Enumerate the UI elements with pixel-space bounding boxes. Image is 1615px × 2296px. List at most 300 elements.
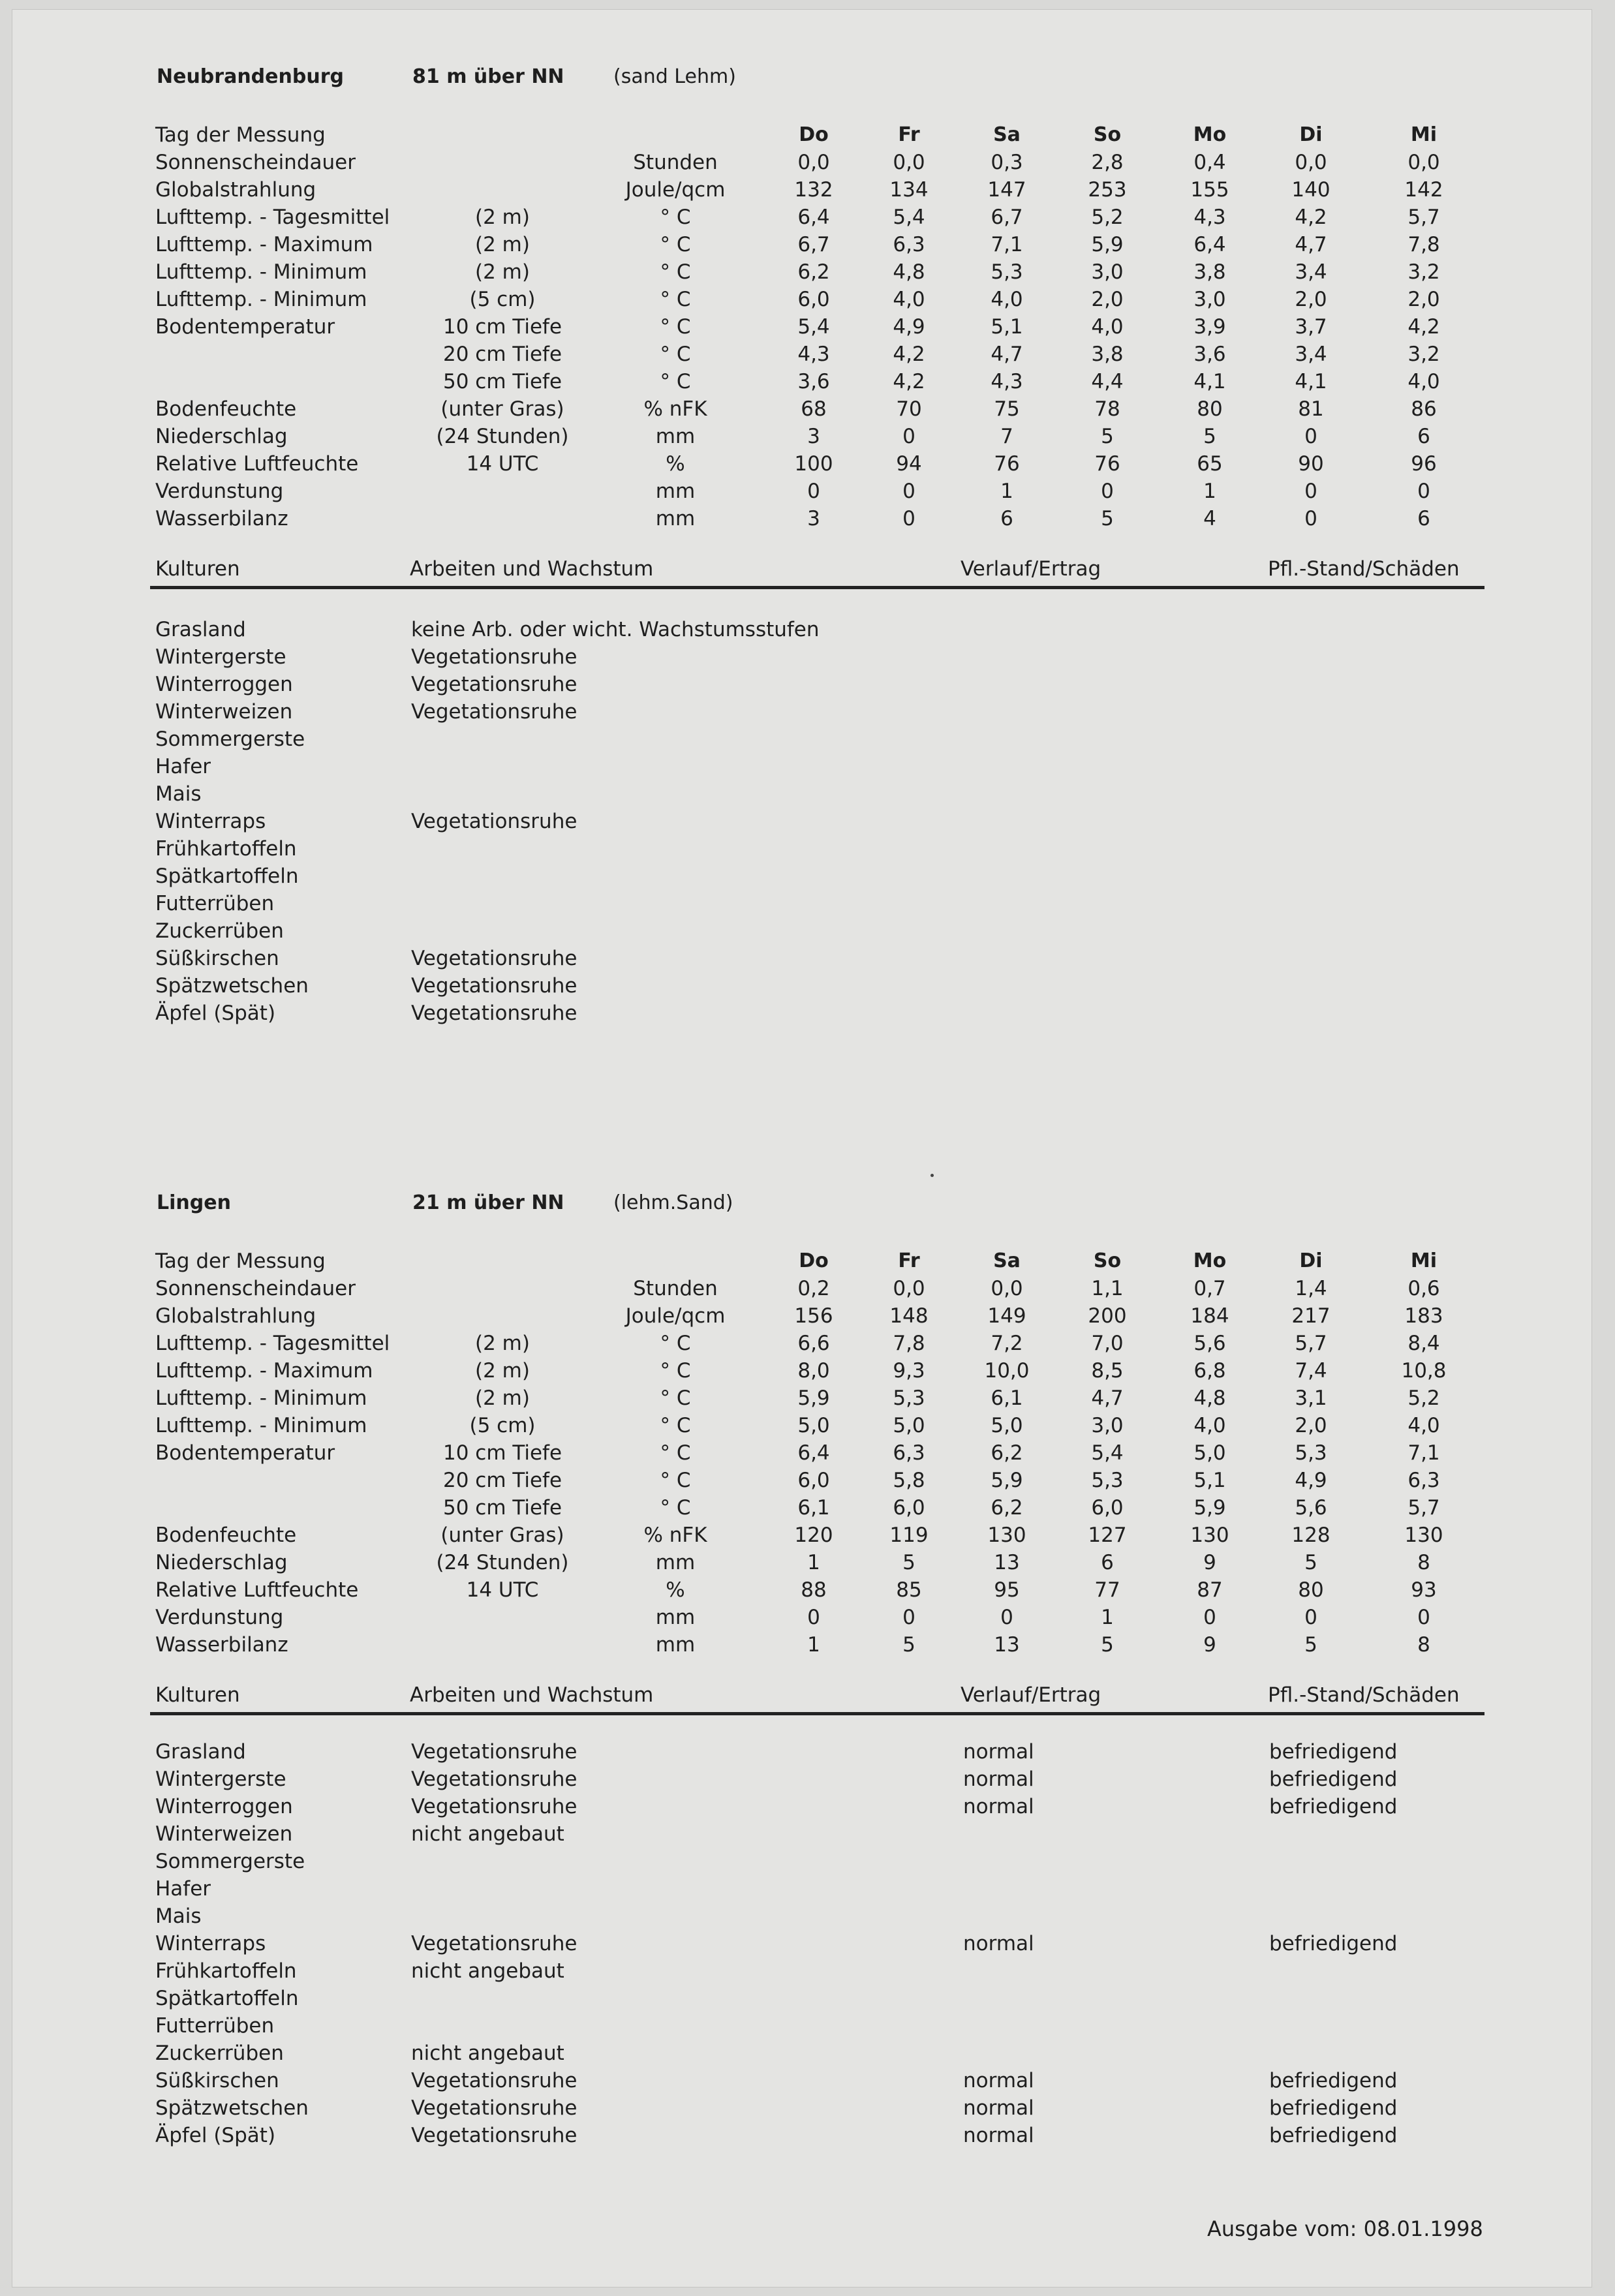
measurement-row xyxy=(0,1494,1615,1522)
measurement-value: 3,4 xyxy=(1295,343,1327,366)
measurement-value: 5,9 xyxy=(1091,233,1124,256)
measurement-value: 0,6 xyxy=(1407,1277,1440,1300)
measurement-value: 7,4 xyxy=(1295,1359,1327,1383)
measurement-value: 4,8 xyxy=(1193,1386,1226,1410)
measurement-value: 2,8 xyxy=(1091,151,1124,174)
measurement-value: 8,5 xyxy=(1091,1359,1124,1383)
measurement-row xyxy=(0,149,1615,176)
crop-row xyxy=(0,972,1615,1000)
measurement-value: 7,8 xyxy=(1407,233,1440,256)
measurement-unit: % xyxy=(666,452,685,476)
measurement-value: 4,4 xyxy=(1091,370,1124,393)
measurement-value: 6,4 xyxy=(797,1441,830,1465)
measurement-label: Bodenfeuchte xyxy=(155,397,297,421)
measurement-value: 65 xyxy=(1197,452,1223,476)
measurement-value: 76 xyxy=(994,452,1020,476)
crop-header-rule xyxy=(150,586,1484,589)
measurement-qualifier: 14 UTC xyxy=(466,452,539,476)
measurement-value: 132 xyxy=(794,178,833,202)
measurement-row xyxy=(0,1412,1615,1439)
measurement-label: Sonnenscheindauer xyxy=(155,1277,356,1300)
measurement-value: 128 xyxy=(1291,1523,1330,1547)
measurement-label: Lufttemp. - Minimum xyxy=(155,1414,367,1437)
measurement-value: 6,0 xyxy=(1091,1496,1124,1520)
station-header xyxy=(0,65,1615,98)
measurement-qualifier: 50 cm Tiefe xyxy=(442,1496,562,1520)
measurement-value: 200 xyxy=(1088,1304,1127,1328)
measurement-unit: ° C xyxy=(660,1332,691,1355)
crop-work: Vegetationsruhe xyxy=(411,947,577,970)
measurement-row xyxy=(0,1631,1615,1659)
measurement-value: 7 xyxy=(1000,425,1013,448)
station-name: Lingen xyxy=(157,1191,231,1214)
measurement-unit: mm xyxy=(655,507,696,530)
measurement-unit: % nFK xyxy=(643,1523,707,1547)
crop-work: Vegetationsruhe xyxy=(411,2069,577,2092)
measurement-qualifier: (5 cm) xyxy=(469,1414,536,1437)
measurement-row xyxy=(0,1357,1615,1385)
measurement-value: 5,4 xyxy=(893,206,925,229)
crop-name: Spätzwetschen xyxy=(155,2096,309,2120)
measurement-qualifier: 20 cm Tiefe xyxy=(442,343,562,366)
measurement-row xyxy=(0,1576,1615,1604)
crop-name: Zuckerrüben xyxy=(155,919,284,943)
measurement-value: 8,0 xyxy=(797,1359,830,1383)
crop-name: Winterraps xyxy=(155,810,266,833)
measurement-value: 81 xyxy=(1298,397,1324,421)
measurement-unit: mm xyxy=(655,480,696,503)
measurement-value: 0 xyxy=(1417,480,1430,503)
measurement-value: 78 xyxy=(1094,397,1120,421)
measurement-row xyxy=(0,1302,1615,1330)
station-name: Neubrandenburg xyxy=(157,65,344,88)
day-label: Fr xyxy=(898,1249,920,1272)
measurement-value: 0,0 xyxy=(797,151,830,174)
measurement-label: Lufttemp. - Minimum xyxy=(155,260,367,284)
measurement-qualifier: 50 cm Tiefe xyxy=(442,370,562,393)
crop-row xyxy=(0,671,1615,698)
measurement-value: 148 xyxy=(889,1304,929,1328)
crop-name: Frühkartoffeln xyxy=(155,837,297,861)
measurement-value: 7,1 xyxy=(1407,1441,1440,1465)
measurement-label: Verdunstung xyxy=(155,1606,284,1629)
day-label: Di xyxy=(1299,1249,1323,1272)
measurement-value: 96 xyxy=(1411,452,1437,476)
measurement-unit: ° C xyxy=(660,1441,691,1465)
crop-name: Zuckerrüben xyxy=(155,2042,284,2065)
measurement-value: 1 xyxy=(1000,480,1013,503)
measurement-qualifier: (2 m) xyxy=(475,206,530,229)
measurement-value: 5,9 xyxy=(797,1386,830,1410)
measurement-value: 3,2 xyxy=(1407,260,1440,284)
measurement-value: 76 xyxy=(1094,452,1120,476)
measurement-value: 6,2 xyxy=(797,260,830,284)
measurement-value: 130 xyxy=(1190,1523,1229,1547)
crop-verlauf: normal xyxy=(963,1768,1034,1791)
measurement-label: Lufttemp. - Tagesmittel xyxy=(155,1332,390,1355)
speck xyxy=(931,1174,934,1177)
crop-work: keine Arb. oder wicht. Wachstumsstufen xyxy=(411,618,820,641)
measurement-value: 95 xyxy=(994,1578,1020,1602)
measurement-unit: ° C xyxy=(660,206,691,229)
measurement-label: Lufttemp. - Minimum xyxy=(155,288,367,311)
measurement-qualifier: (24 Stunden) xyxy=(436,1551,569,1574)
measurement-value: 8,4 xyxy=(1407,1332,1440,1355)
measurement-qualifier: (5 cm) xyxy=(469,288,536,311)
measurement-label: Bodentemperatur xyxy=(155,1441,335,1465)
measurement-label: Lufttemp. - Minimum xyxy=(155,1386,367,1410)
measurement-row xyxy=(0,450,1615,478)
measurement-label: Wasserbilanz xyxy=(155,1633,288,1657)
measurement-value: 5 xyxy=(1101,1633,1114,1657)
measurement-value: 6,1 xyxy=(991,1386,1023,1410)
crop-name: Winterweizen xyxy=(155,1822,293,1846)
crop-table-header xyxy=(0,1682,1615,1708)
crop-header-arbeiten: Arbeiten und Wachstum xyxy=(410,557,654,581)
measurement-value: 3,1 xyxy=(1295,1386,1327,1410)
measurement-value: 0 xyxy=(1304,1606,1317,1629)
measurement-value: 0,0 xyxy=(991,1277,1023,1300)
measurement-value: 6,4 xyxy=(1193,233,1226,256)
measurement-value: 5,7 xyxy=(1407,1496,1440,1520)
crop-row xyxy=(0,616,1615,643)
measurement-value: 0,0 xyxy=(1295,151,1327,174)
measurement-unit: ° C xyxy=(660,233,691,256)
crop-row xyxy=(0,1957,1615,1985)
measurement-value: 127 xyxy=(1088,1523,1127,1547)
crop-work: nicht angebaut xyxy=(411,1959,564,1983)
measurement-value: 6 xyxy=(1000,507,1013,530)
measurement-value: 4,0 xyxy=(1407,370,1440,393)
measurement-value: 3,6 xyxy=(797,370,830,393)
crop-row xyxy=(0,945,1615,972)
crop-row xyxy=(0,1738,1615,1766)
measurement-value: 5,1 xyxy=(991,315,1023,339)
crop-name: Spätkartoffeln xyxy=(155,865,299,888)
crop-name: Grasland xyxy=(155,1740,246,1764)
measurement-value: 5 xyxy=(1101,507,1114,530)
measurement-label: Lufttemp. - Tagesmittel xyxy=(155,206,390,229)
measurement-value: 155 xyxy=(1190,178,1229,202)
measurement-value: 4,1 xyxy=(1193,370,1226,393)
measurement-value: 3 xyxy=(807,507,820,530)
measurement-value: 0,3 xyxy=(991,151,1023,174)
measurement-unit: ° C xyxy=(660,1386,691,1410)
day-label: Fr xyxy=(898,123,920,146)
measurement-value: 4,2 xyxy=(893,370,925,393)
measurement-qualifier: 10 cm Tiefe xyxy=(442,315,562,339)
crop-name: Hafer xyxy=(155,1877,211,1901)
measurement-row xyxy=(0,423,1615,450)
measurement-value: 6 xyxy=(1417,507,1430,530)
measurement-unit: ° C xyxy=(660,1414,691,1437)
measurement-value: 1 xyxy=(1101,1606,1114,1629)
day-header-row xyxy=(0,121,1615,149)
crop-name: Äpfel (Spät) xyxy=(155,1002,276,1025)
measurement-value: 8 xyxy=(1417,1551,1430,1574)
measurement-value: 100 xyxy=(794,452,833,476)
measurement-value: 86 xyxy=(1411,397,1437,421)
measurement-value: 5,6 xyxy=(1295,1496,1327,1520)
crop-row xyxy=(0,1820,1615,1848)
measurement-value: 5,7 xyxy=(1295,1332,1327,1355)
measurement-value: 8 xyxy=(1417,1633,1430,1657)
measurement-value: 5,2 xyxy=(1407,1386,1440,1410)
station-header xyxy=(0,1191,1615,1224)
crop-row xyxy=(0,780,1615,808)
measurement-label: Globalstrahlung xyxy=(155,1304,316,1328)
measurement-row xyxy=(0,204,1615,231)
crop-header-kulturen: Kulturen xyxy=(155,557,240,581)
measurement-value: 9 xyxy=(1203,1551,1216,1574)
measurement-value: 0 xyxy=(1203,1606,1216,1629)
measurement-value: 0,7 xyxy=(1193,1277,1226,1300)
measurement-value: 0 xyxy=(902,1606,915,1629)
measurement-value: 94 xyxy=(896,452,922,476)
crop-work: Vegetationsruhe xyxy=(411,2096,577,2120)
crop-stand: befriedigend xyxy=(1269,2096,1398,2120)
measurement-value: 217 xyxy=(1291,1304,1330,1328)
crop-row xyxy=(0,890,1615,917)
measurement-value: 4,3 xyxy=(991,370,1023,393)
measurement-row xyxy=(0,1439,1615,1467)
measurement-value: 2,0 xyxy=(1091,288,1124,311)
measurement-value: 4,0 xyxy=(991,288,1023,311)
measurement-value: 4 xyxy=(1203,507,1216,530)
measurement-unit: Joule/qcm xyxy=(625,1304,726,1328)
measurement-value: 3,0 xyxy=(1193,288,1226,311)
day-header-row xyxy=(0,1247,1615,1275)
measurement-value: 184 xyxy=(1190,1304,1229,1328)
measurement-value: 0 xyxy=(1000,1606,1013,1629)
measurement-value: 88 xyxy=(801,1578,827,1602)
measurement-label: Lufttemp. - Maximum xyxy=(155,233,373,256)
measurement-value: 0 xyxy=(902,425,915,448)
measurement-unit: mm xyxy=(655,1551,696,1574)
measurement-label: Wasserbilanz xyxy=(155,507,288,530)
measurement-value: 4,2 xyxy=(1407,315,1440,339)
measurement-value: 0 xyxy=(807,1606,820,1629)
crop-name: Süßkirschen xyxy=(155,947,279,970)
measurement-value: 130 xyxy=(987,1523,1026,1547)
measurement-value: 2,0 xyxy=(1295,1414,1327,1437)
crop-header-arbeiten: Arbeiten und Wachstum xyxy=(410,1683,654,1707)
crop-row xyxy=(0,2067,1615,2094)
crop-header-stand: Pfl.-Stand/Schäden xyxy=(1268,1683,1460,1707)
measurement-value: 0 xyxy=(902,480,915,503)
measurement-label: Relative Luftfeuchte xyxy=(155,452,359,476)
crop-work: Vegetationsruhe xyxy=(411,810,577,833)
measurement-label: Sonnenscheindauer xyxy=(155,151,356,174)
measurement-value: 0 xyxy=(807,480,820,503)
measurement-value: 5,0 xyxy=(797,1414,830,1437)
measurement-unit: ° C xyxy=(660,260,691,284)
measurement-value: 2,0 xyxy=(1295,288,1327,311)
measurement-value: 3,7 xyxy=(1295,315,1327,339)
measurement-value: 6,0 xyxy=(797,288,830,311)
measurement-value: 4,0 xyxy=(1193,1414,1226,1437)
day-label: So xyxy=(1093,1249,1122,1272)
crop-work: Vegetationsruhe xyxy=(411,1002,577,1025)
measurement-row xyxy=(0,368,1615,395)
crop-work: Vegetationsruhe xyxy=(411,645,577,669)
measurement-unit: Stunden xyxy=(633,151,718,174)
station-altitude: 81 m über NN xyxy=(412,65,564,88)
crop-row xyxy=(0,1930,1615,1957)
measurement-value: 7,0 xyxy=(1091,1332,1124,1355)
crop-name: Frühkartoffeln xyxy=(155,1959,297,1983)
crop-name: Süßkirschen xyxy=(155,2069,279,2092)
measurement-qualifier: (unter Gras) xyxy=(440,1523,564,1547)
crop-row xyxy=(0,1766,1615,1793)
crop-name: Mais xyxy=(155,1905,202,1928)
crop-row xyxy=(0,2122,1615,2149)
measurement-value: 75 xyxy=(994,397,1020,421)
measurement-row xyxy=(0,395,1615,423)
crop-stand: befriedigend xyxy=(1269,1740,1398,1764)
measurement-value: 90 xyxy=(1298,452,1324,476)
crop-row xyxy=(0,1000,1615,1027)
measurement-row xyxy=(0,1275,1615,1302)
measurement-qualifier: (2 m) xyxy=(475,260,530,284)
measurement-unit: ° C xyxy=(660,343,691,366)
measurement-qualifier: 10 cm Tiefe xyxy=(442,1441,562,1465)
crop-work: Vegetationsruhe xyxy=(411,1932,577,1955)
measurement-value: 4,8 xyxy=(893,260,925,284)
station-altitude: 21 m über NN xyxy=(412,1191,564,1214)
crop-row xyxy=(0,2012,1615,2040)
measurement-value: 120 xyxy=(794,1523,833,1547)
crop-verlauf: normal xyxy=(963,2069,1034,2092)
crop-verlauf: normal xyxy=(963,1740,1034,1764)
crop-name: Grasland xyxy=(155,618,246,641)
crop-row xyxy=(0,698,1615,726)
measurement-row xyxy=(0,1522,1615,1549)
crop-row xyxy=(0,726,1615,753)
measurement-qualifier: (unter Gras) xyxy=(440,397,564,421)
measurement-value: 1,1 xyxy=(1091,1277,1124,1300)
measurement-value: 7,8 xyxy=(893,1332,925,1355)
day-label: Sa xyxy=(993,123,1021,146)
measurement-value: 4,7 xyxy=(1091,1386,1124,1410)
crop-verlauf: normal xyxy=(963,2096,1034,2120)
measurement-value: 6,2 xyxy=(991,1441,1023,1465)
measurement-row xyxy=(0,313,1615,341)
measurement-value: 0 xyxy=(902,507,915,530)
station-soil: (sand Lehm) xyxy=(613,65,736,88)
crop-row xyxy=(0,1875,1615,1903)
crop-work: Vegetationsruhe xyxy=(411,700,577,724)
measurement-value: 5,2 xyxy=(1091,206,1124,229)
measurement-value: 4,3 xyxy=(797,343,830,366)
crop-name: Mais xyxy=(155,782,202,806)
measurement-value: 3 xyxy=(807,425,820,448)
measurement-row xyxy=(0,231,1615,258)
measurement-value: 0 xyxy=(1304,507,1317,530)
crop-stand: befriedigend xyxy=(1269,1768,1398,1791)
day-label: Do xyxy=(799,123,829,146)
measurement-value: 3,9 xyxy=(1193,315,1226,339)
measurement-qualifier: (2 m) xyxy=(475,1359,530,1383)
measurement-unit: ° C xyxy=(660,370,691,393)
measurement-unit: mm xyxy=(655,425,696,448)
crop-row xyxy=(0,808,1615,835)
measurement-value: 0,0 xyxy=(893,151,925,174)
measurement-value: 5,7 xyxy=(1407,206,1440,229)
crop-name: Wintergerste xyxy=(155,1768,286,1791)
measurement-value: 3,6 xyxy=(1193,343,1226,366)
measurement-value: 5,0 xyxy=(893,1414,925,1437)
measurement-unit: ° C xyxy=(660,315,691,339)
measurement-row xyxy=(0,258,1615,286)
crop-name: Spätzwetschen xyxy=(155,974,309,998)
measurement-value: 4,1 xyxy=(1295,370,1327,393)
crop-work: Vegetationsruhe xyxy=(411,1740,577,1764)
crop-verlauf: normal xyxy=(963,2124,1034,2147)
measurement-value: 5,3 xyxy=(1295,1441,1327,1465)
measurement-value: 7,2 xyxy=(991,1332,1023,1355)
measurement-label: Globalstrahlung xyxy=(155,178,316,202)
measurement-value: 87 xyxy=(1197,1578,1223,1602)
measurement-value: 6,7 xyxy=(991,206,1023,229)
measurement-label: Verdunstung xyxy=(155,480,284,503)
measurement-value: 1 xyxy=(1203,480,1216,503)
day-label: Do xyxy=(799,1249,829,1272)
crop-verlauf: normal xyxy=(963,1932,1034,1955)
measurement-value: 147 xyxy=(987,178,1026,202)
measurement-value: 6,1 xyxy=(797,1496,830,1520)
crop-work: Vegetationsruhe xyxy=(411,2124,577,2147)
measurement-value: 5 xyxy=(902,1633,915,1657)
measurement-value: 0 xyxy=(1304,480,1317,503)
measurement-value: 0 xyxy=(1417,1606,1430,1629)
measurement-row xyxy=(0,1385,1615,1412)
measurement-value: 6,4 xyxy=(797,206,830,229)
measurement-row xyxy=(0,1467,1615,1494)
measurement-unit: % xyxy=(666,1578,685,1602)
measurement-value: 183 xyxy=(1404,1304,1443,1328)
measurement-row xyxy=(0,286,1615,313)
measurement-value: 9,3 xyxy=(893,1359,925,1383)
measurement-value: 1,4 xyxy=(1295,1277,1327,1300)
crop-work: nicht angebaut xyxy=(411,2042,564,2065)
measurement-value: 1 xyxy=(807,1633,820,1657)
crop-stand: befriedigend xyxy=(1269,2069,1398,2092)
measurement-value: 0,0 xyxy=(1407,151,1440,174)
measurement-value: 7,1 xyxy=(991,233,1023,256)
crop-stand: befriedigend xyxy=(1269,1932,1398,1955)
measurement-value: 68 xyxy=(801,397,827,421)
measurement-value: 4,0 xyxy=(893,288,925,311)
crop-header-stand: Pfl.-Stand/Schäden xyxy=(1268,557,1460,581)
measurement-qualifier: (2 m) xyxy=(475,1386,530,1410)
crop-row xyxy=(0,1793,1615,1820)
crop-row xyxy=(0,1903,1615,1930)
crop-work: nicht angebaut xyxy=(411,1822,564,1846)
measurement-value: 6,3 xyxy=(893,233,925,256)
measurement-value: 119 xyxy=(889,1523,929,1547)
crop-row xyxy=(0,2040,1615,2067)
measurement-row xyxy=(0,1549,1615,1576)
measurement-value: 0,2 xyxy=(797,1277,830,1300)
crop-row xyxy=(0,1985,1615,2012)
measurement-value: 6,3 xyxy=(1407,1469,1440,1492)
measurement-value: 5 xyxy=(1203,425,1216,448)
measurement-row xyxy=(0,505,1615,532)
crop-work: Vegetationsruhe xyxy=(411,673,577,696)
measurement-value: 80 xyxy=(1298,1578,1324,1602)
measurement-value: 149 xyxy=(987,1304,1026,1328)
